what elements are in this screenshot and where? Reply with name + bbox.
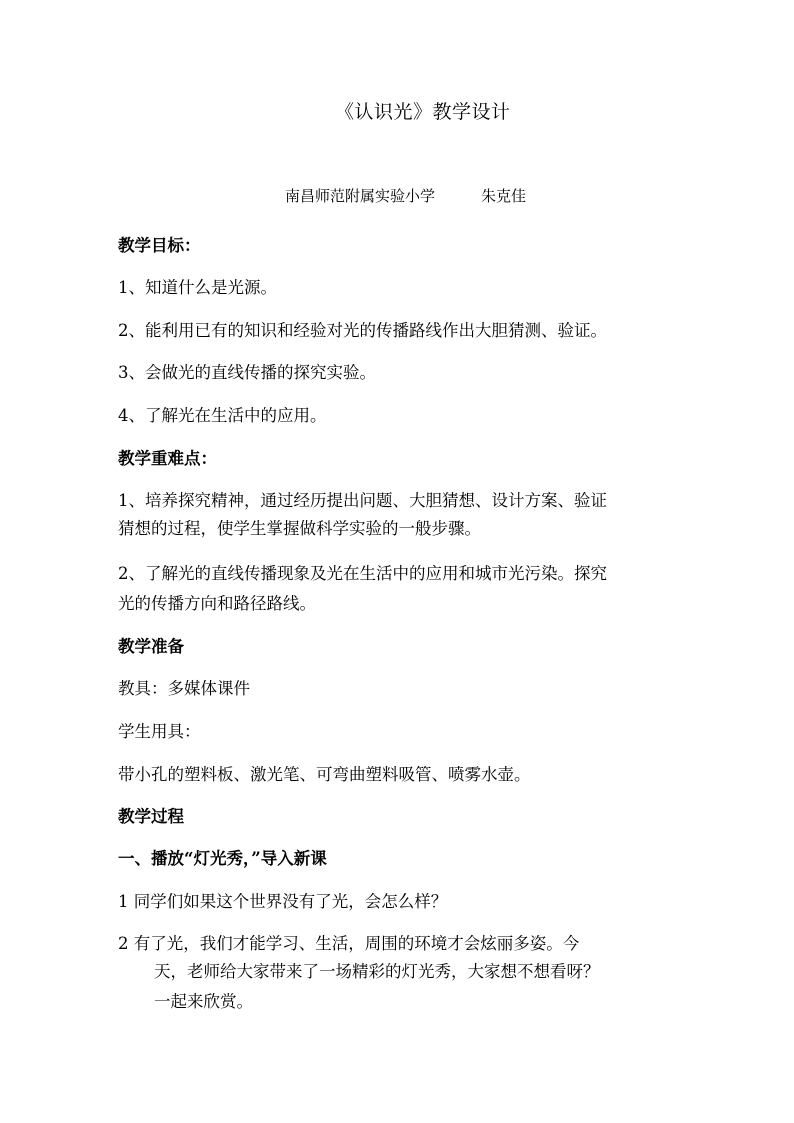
document-title: 《认识光》教学设计 (335, 101, 511, 123)
objective-item-3: 3、会做光的直线传播的探究实验。 (118, 363, 376, 382)
step-2-line-2: 天，老师给大家带来了一场精彩的灯光秀，大家想不想看呀？ (154, 962, 600, 981)
objective-item-2: 2、能利用已有的知识和经验对光的传播路线作出大胆猜测、验证。 (118, 321, 607, 340)
key-point-2-line-1: 2、了解光的直线传播现象及光在生活中的应用和城市光污染。探究 (118, 564, 607, 583)
school-name: 南昌师范附属实验小学 (285, 187, 436, 205)
author-name: 朱克佳 (481, 187, 527, 205)
key-points-heading: 教学重难点： (118, 449, 217, 468)
key-point-1-line-2: 猜想的过程，使学生掌握做科学实验的一般步骤。 (118, 519, 481, 538)
objectives-heading: 教学目标： (118, 236, 201, 255)
step-2-line-1: 2 有了光，我们才能学习、生活，周围的环境才会炫丽多姿。今 (118, 934, 580, 953)
step-2-line-3: 一起来欣赏。 (154, 992, 253, 1011)
byline (285, 185, 526, 206)
student-tools: 带小孔的塑料板、激光笔、可弯曲塑料吸管、喷雾水壶。 (118, 765, 531, 784)
objective-item-4: 4、了解光在生活中的应用。 (118, 406, 327, 425)
objective-item-1: 1、知道什么是光源。 (118, 278, 277, 297)
preparation-heading: 教学准备 (118, 637, 184, 656)
process-heading: 教学过程 (118, 807, 184, 826)
step-1: 1 同学们如果这个世界没有了光，会怎么样？ (118, 892, 448, 911)
teacher-tools: 教具：多媒体课件 (118, 679, 250, 698)
section-1-heading: 一、播放“灯光秀，”导入新课 (118, 849, 327, 868)
student-tools-label: 学生用具： (118, 722, 201, 741)
key-point-1-line-1: 1、培养探究精神，通过经历提出问题、大胆猜想、设计方案、验证 (118, 491, 607, 510)
key-point-2-line-2: 光的传播方向和路径路线。 (118, 594, 316, 613)
